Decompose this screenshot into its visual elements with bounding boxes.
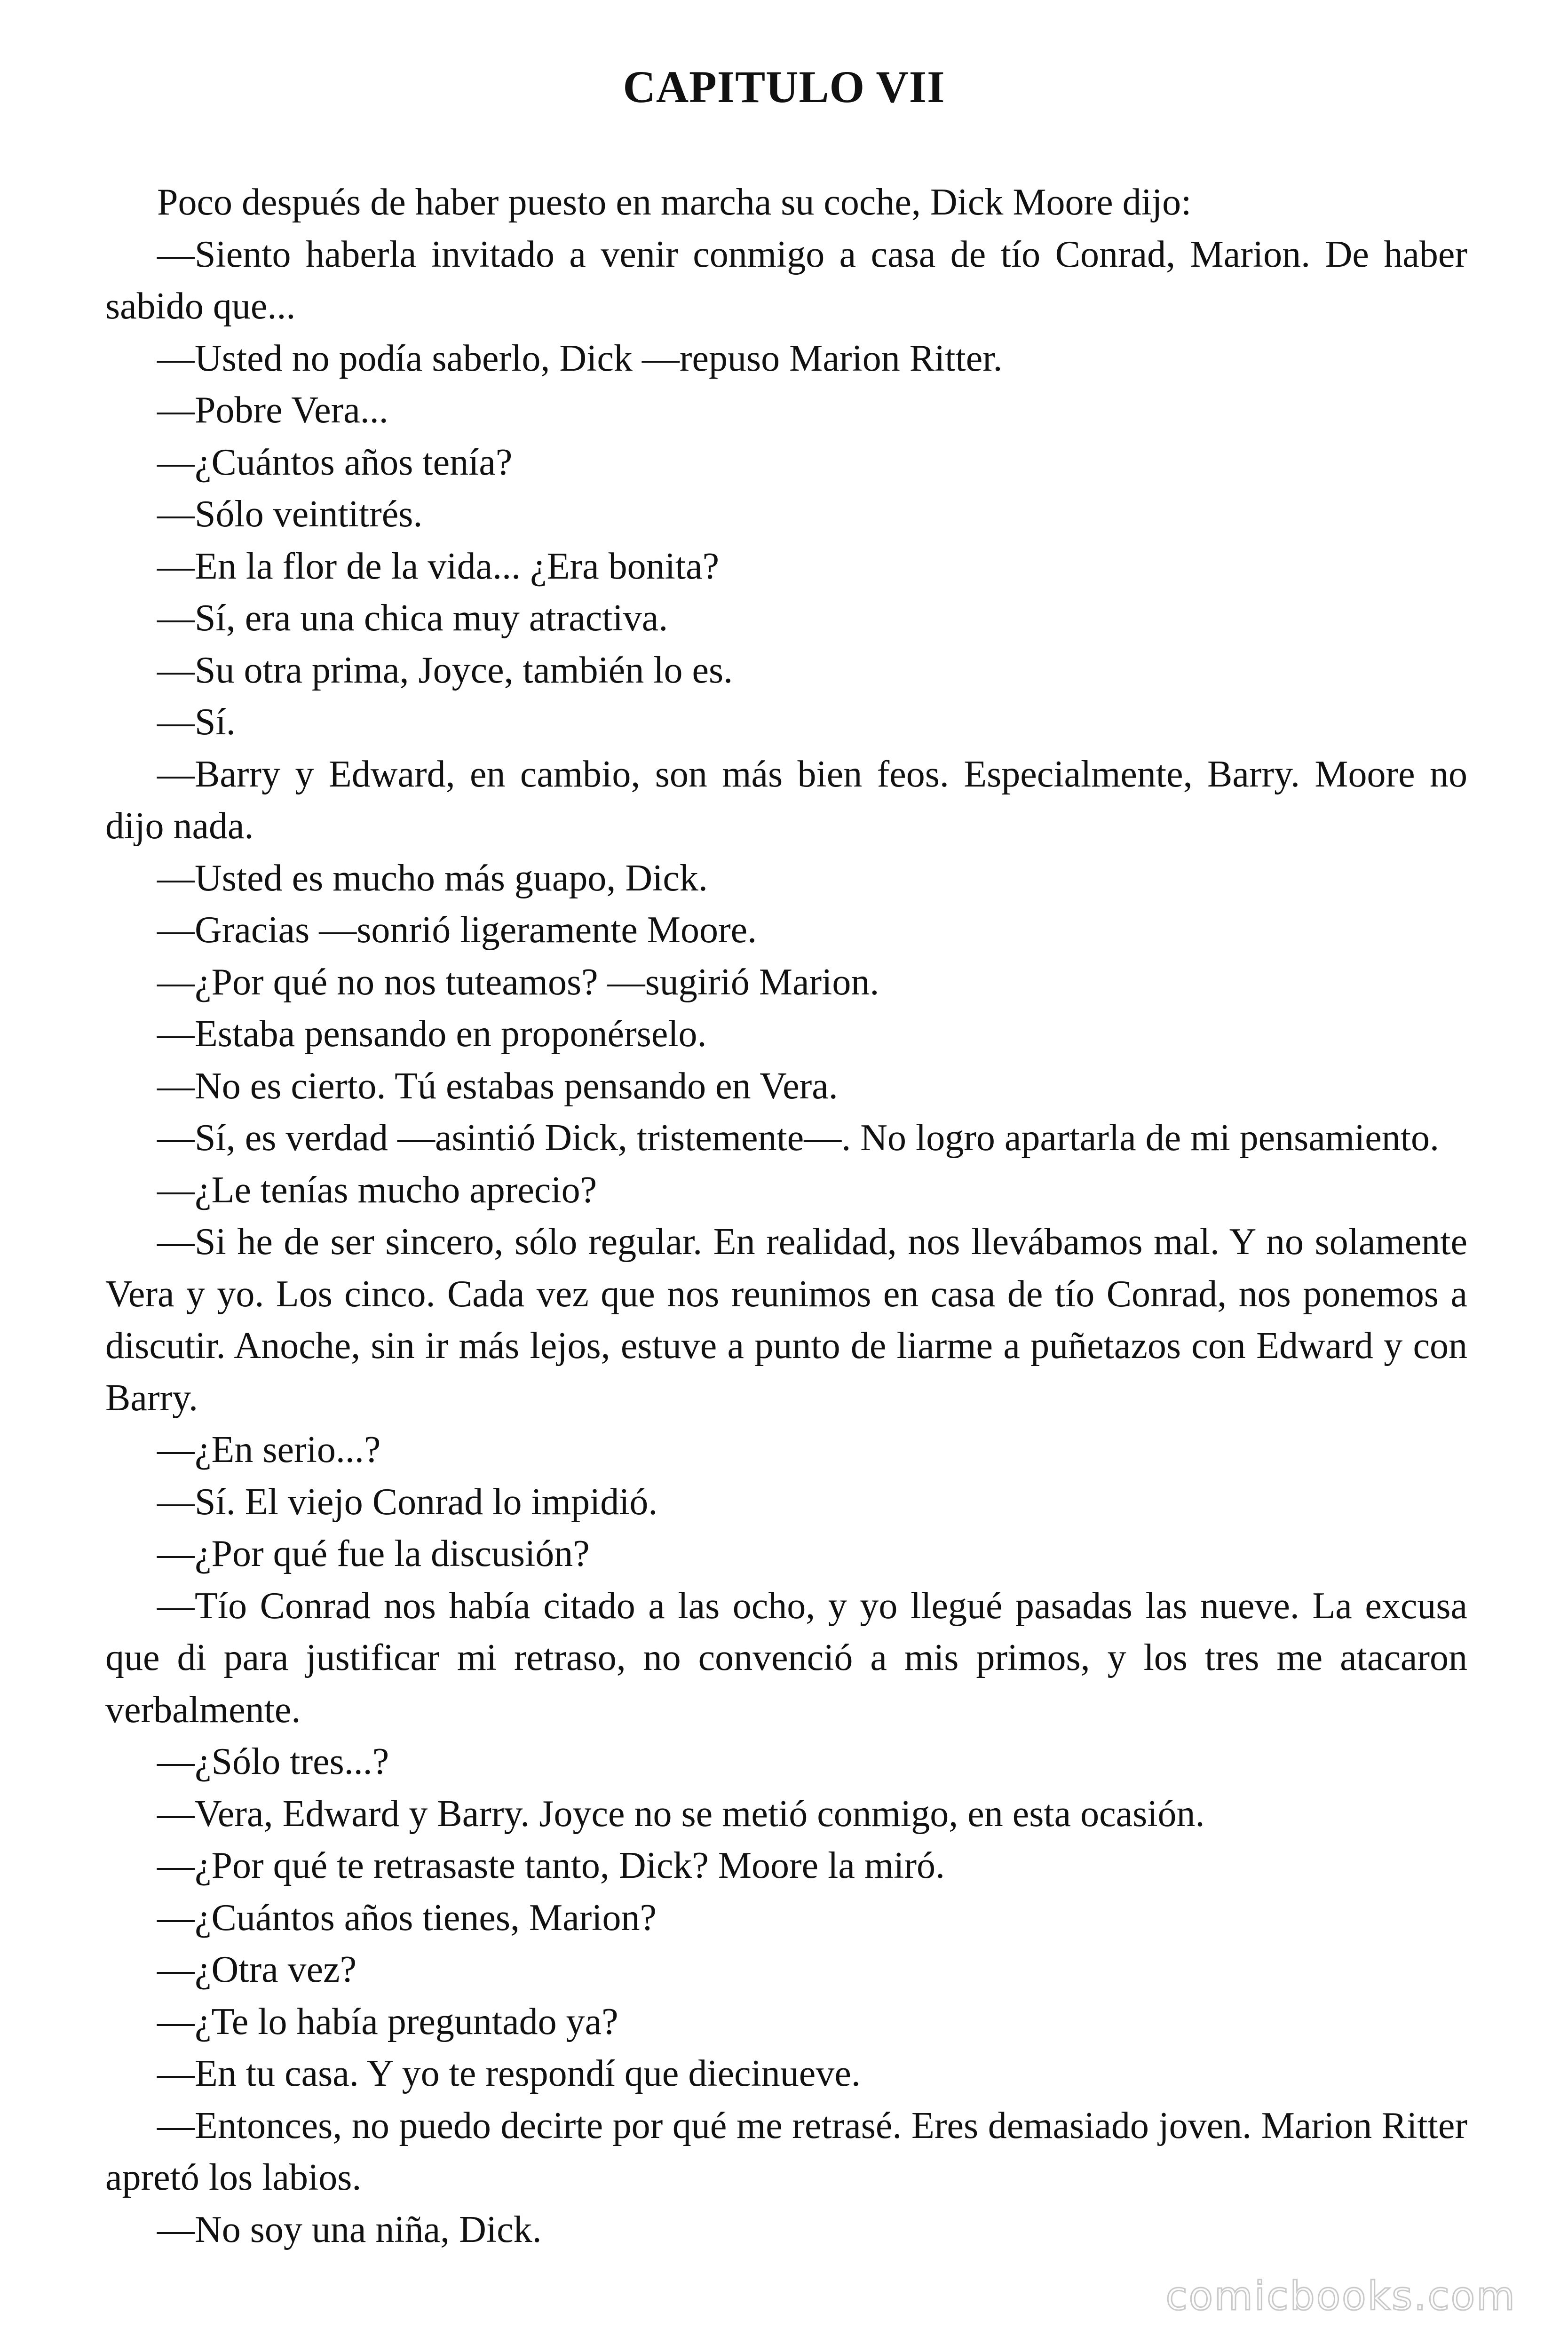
- paragraph: —¿Por qué fue la discusión?: [157, 1533, 590, 1574]
- paragraph: —Si he de ser sincero, sólo regular. En realidad, nos llevábamos mal. Y no solamente Vera y yo. Los cinco. Cada vez que nos reunimos en casa de tío Conrad, nos ponemos a discutir. Anoche, sin ir más lejos, estuve a punto de liarme a puñetazos con Edward y con Barry.: [105, 1221, 1467, 1419]
- watermark: comicbooks.com: [1165, 2273, 1516, 2319]
- paragraph: —Barry y Edward, en cambio, son más bien feos. Especialmente, Barry. Moore no dijo nada.: [105, 753, 1467, 847]
- paragraph: —En la flor de la vida... ¿Era bonita?: [157, 545, 720, 587]
- chapter-body: [105, 176, 1467, 2256]
- paragraph: —¿Cuántos años tenía?: [157, 441, 513, 483]
- paragraph: —No soy una niña, Dick.: [157, 2209, 542, 2250]
- paragraph: —Sólo veintitrés.: [157, 493, 423, 535]
- paragraph: —Siento haberla invitado a venir conmigo a casa de tío Conrad, Marion. De haber sabido que...: [105, 233, 1467, 327]
- paragraph: —¿En serio...?: [157, 1429, 381, 1470]
- paragraph: —Sí, era una chica muy atractiva.: [157, 597, 668, 639]
- paragraph: —¿Te lo había preguntado ya?: [157, 2001, 618, 2042]
- paragraph: —¿Cuántos años tienes, Marion?: [157, 1897, 657, 1939]
- paragraph: —¿Por qué te retrasaste tanto, Dick? Moore la miró.: [157, 1845, 945, 1886]
- paragraph: —Entonces, no puedo decirte por qué me retrasé. Eres demasiado joven. Marion Ritter apretó los labios.: [105, 2105, 1467, 2198]
- paragraph: —Su otra prima, Joyce, también lo es.: [157, 649, 733, 691]
- paragraph: —¿Por qué no nos tuteamos? —sugirió Marion.: [157, 961, 879, 1003]
- paragraph: —¿Otra vez?: [157, 1949, 357, 1990]
- paragraph: —Vera, Edward y Barry. Joyce no se metió conmigo, en esta ocasión.: [157, 1793, 1205, 1835]
- paragraph: —En tu casa. Y yo te respondí que diecinueve.: [157, 2053, 861, 2094]
- chapter-title: CAPITULO VII: [623, 62, 945, 112]
- paragraph: Poco después de haber puesto en marcha su coche, Dick Moore dijo:: [157, 182, 1192, 223]
- paragraph: —Estaba pensando en proponérselo.: [157, 1013, 707, 1055]
- paragraph: —No es cierto. Tú estabas pensando en Vera.: [157, 1065, 838, 1107]
- paragraph: —Pobre Vera...: [157, 389, 388, 431]
- paragraph: —Gracias —sonrió ligeramente Moore.: [157, 909, 757, 951]
- paragraph: —Sí.: [157, 701, 236, 743]
- paragraph: —Usted es mucho más guapo, Dick.: [157, 857, 708, 899]
- paragraph: —Usted no podía saberlo, Dick —repuso Marion Ritter.: [157, 337, 1003, 379]
- paragraph: —Sí. El viejo Conrad lo impidió.: [157, 1481, 658, 1523]
- paragraph: —Sí, es verdad —asintió Dick, tristemente—. No logro apartarla de mi pensamiento.: [157, 1117, 1439, 1159]
- paragraph: —¿Sólo tres...?: [157, 1741, 389, 1782]
- paragraph: —¿Le tenías mucho aprecio?: [157, 1169, 597, 1211]
- paragraph: —Tío Conrad nos había citado a las ocho, y yo llegué pasadas las nueve. La excusa que di para justificar mi retraso, no convenció a mis primos, y los tres me atacaron verbalmente.: [105, 1585, 1467, 1731]
